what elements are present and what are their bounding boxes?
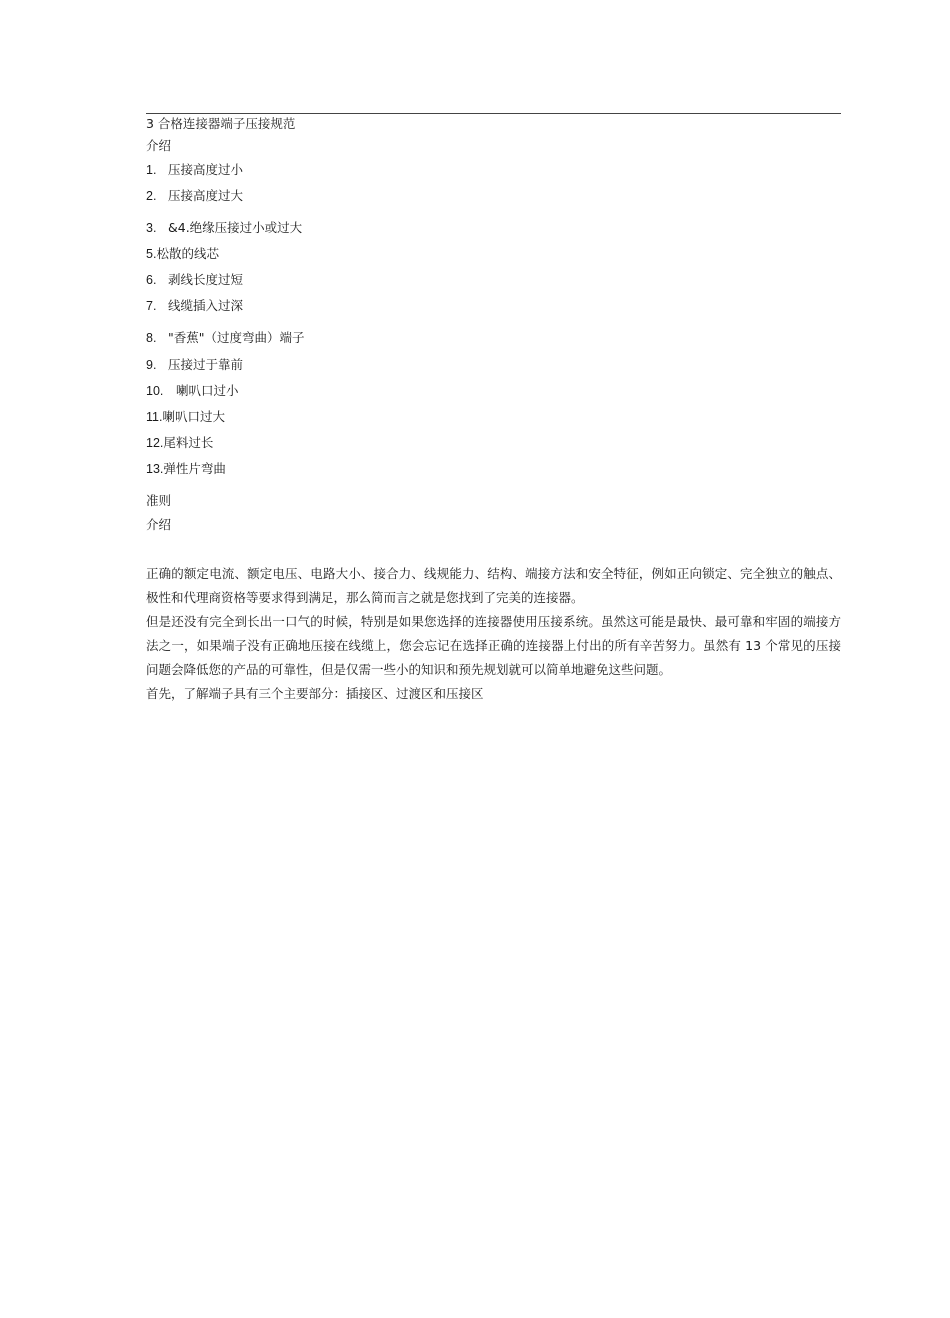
toc-item	[146, 330, 305, 346]
toc-item	[146, 246, 219, 262]
toc-item-text: 压接高度过大	[168, 188, 244, 203]
toc-item-text: 线缆插入过深	[168, 298, 244, 313]
paragraph: 但是还没有完全到长出一口气的时候，特别是如果您选择的连接器使用压接系统。虽然这可能是最快、最可靠和牢固的端接方法之一，如果端子没有正确地压接在线缆上，您会忘记在选择正确的连接器上付出的所有辛苦努力。虽然有 13 个常见的压接问题会降低您的产品的可靠性，但是仅需一些小的知识和预先规划就可以简单地避免这些问题。	[146, 614, 841, 677]
body-text	[146, 562, 841, 706]
toc-item-number: 12.	[146, 436, 164, 450]
toc-item-number: 1.	[146, 163, 157, 177]
toc-item	[146, 409, 225, 425]
toc-item	[146, 383, 239, 399]
toc-item-number: 9.	[146, 358, 157, 372]
toc-item-text: 喇叭口过小	[176, 383, 239, 398]
toc-item	[146, 188, 243, 204]
toc-item-number: 5.	[146, 247, 157, 261]
document-title: 3 合格连接器端子压接规范	[146, 116, 296, 131]
toc-item-number: 13.	[146, 462, 164, 476]
toc-item-number: 3.	[146, 221, 157, 235]
toc-item-text: 压接高度过小	[168, 162, 244, 177]
toc-item-text: 弹性片弯曲	[163, 461, 226, 476]
toc-item-text: "香蕉"（过度弯曲）端子	[168, 330, 305, 345]
toc-item	[146, 435, 213, 451]
toc-item	[146, 461, 226, 477]
paragraph: 正确的额定电流、额定电压、电路大小、接合力、线规能力、结构、端接方法和安全特征，例如正向锁定、完全独立的触点、极性和代理商资格等要求得到满足，那么简而言之就是您找到了完美的连接器。	[146, 566, 841, 605]
toc-item-number: 7.	[146, 299, 157, 313]
toc-item-text: 松散的线芯	[156, 246, 219, 261]
toc-item	[146, 357, 243, 373]
toc-item	[146, 272, 243, 288]
intro-label: 介绍	[146, 138, 172, 153]
section-guideline-heading: 准则	[146, 493, 172, 508]
toc-item	[146, 162, 243, 178]
toc-item-text: &4.绝缘压接过小或过大	[168, 220, 303, 235]
header-rule	[146, 113, 841, 114]
toc-item-text: 压接过于靠前	[168, 357, 244, 372]
toc-item-number: 8.	[146, 331, 157, 345]
toc-item	[146, 220, 302, 236]
section-intro-heading: 介绍	[146, 517, 172, 532]
toc-item-number: 10.	[146, 384, 164, 398]
toc-item-number: 11.	[146, 410, 163, 424]
paragraph: 首先，了解端子具有三个主要部分：插接区、过渡区和压接区	[146, 686, 484, 701]
toc-item	[146, 298, 243, 314]
toc-item-text: 尾料过长	[163, 435, 214, 450]
toc-item-number: 6.	[146, 273, 157, 287]
toc-item-text: 剥线长度过短	[168, 272, 244, 287]
toc-item-text: 喇叭口过大	[162, 409, 225, 424]
toc-item-number: 2.	[146, 189, 157, 203]
